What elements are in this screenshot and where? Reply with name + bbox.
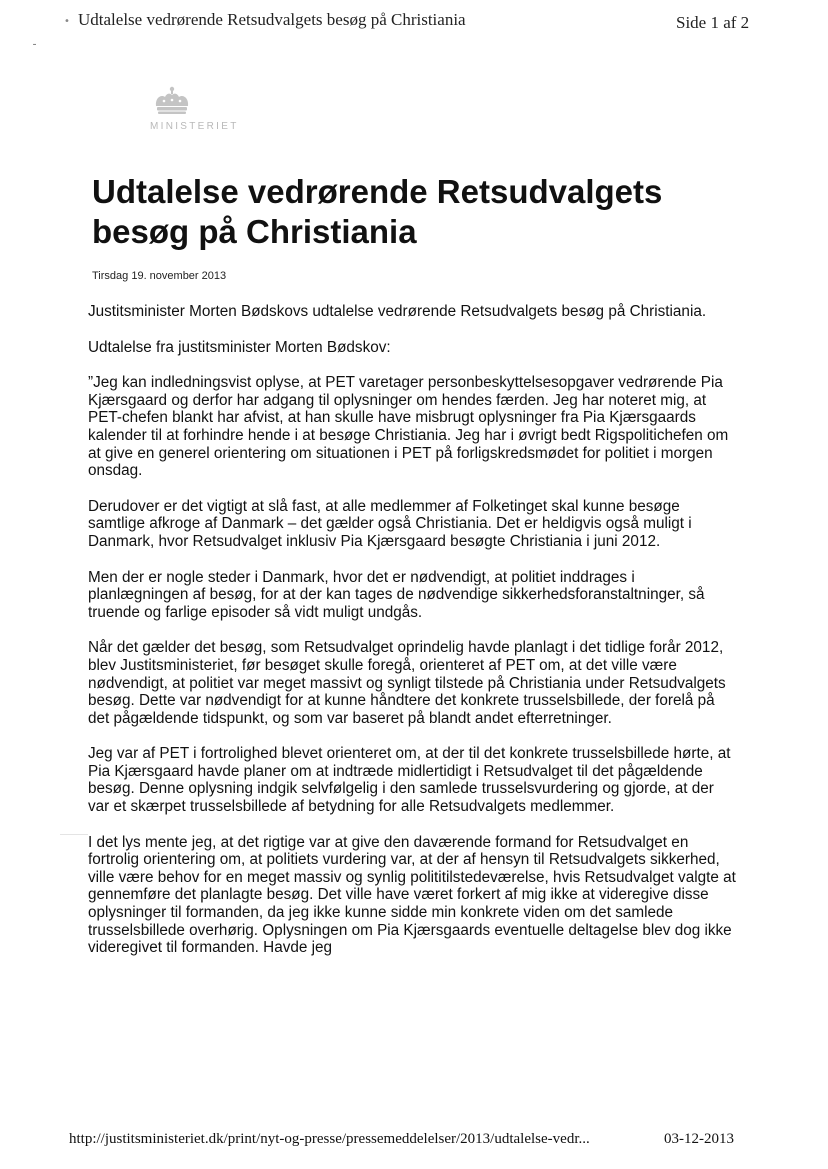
- paragraph: ”Jeg kan indledningsvist oplyse, at PET varetager personbeskyttelsesopgaver vedrørende Pia Kjærsgaard og derfor har adgang til oplysninger om hendes færden. Jeg har noteret mig, at PET-chefen blankt har afvist, at han skulle have misbrugt oplysninger fra Pia Kjærsgaards kalender til at forhindre hende i at besøge Christiania. Jeg har i øvrigt bedt Rigspolitichefen om at give en generel orientering om situationen i PET på forligskredsmødet for politiet i morgen onsdag.: [88, 374, 729, 480]
- paragraph: Når det gælder det besøg, som Retsudvalget oprindelig havde planlagt i det tidlige forår 2012, blev Justitsministeriet, før besøget skulle foregå, orienteret af PET om, at det ville være nødvendigt, at politiet var meget massivt og synligt tilstede på Christiania under Retsudvalgets besøg. Dette var nødvendigt for at kunne håndtere det konkrete trusselsbillede, der forelå på det pågældende tidspunkt, og som var baseret på blandt andet efterretninger.: [88, 639, 726, 727]
- page-indicator: Side 1 af 2: [676, 13, 750, 32]
- article-title: Udtalelse vedrørende Retsudvalgets besøg på Christiania: [92, 173, 663, 250]
- ministry-logo: [150, 86, 250, 132]
- print-header-title: Udtalelse vedrørende Retsudvalgets besøg på Christiania: [78, 10, 466, 29]
- paragraph: Derudover er det vigtigt at slå fast, at alle medlemmer af Folketinget skal kunne besøge samtlige afkroge af Danmark – det gælder også Christiania. Det er heldigvis også muligt i Danmark, hvor Retsudvalget inklusiv Pia Kjærsgaard besøgte Christiania i juni 2012.: [88, 497, 692, 550]
- crown-icon: [153, 86, 191, 116]
- paragraph: Men der er nogle steder i Danmark, hvor det er nødvendigt, at politiet inddrages i planlægningen af besøg, for at der kan tages de nødvendige sikkerhedsforanstaltninger, så truende og farlige episoder så vidt muligt undgås.: [88, 568, 705, 621]
- logo-text: MINISTERIET: [150, 121, 239, 132]
- scan-speck-mark: •: [64, 16, 70, 27]
- paragraph: Udtalelse fra justitsminister Morten Bødskov:: [88, 338, 391, 356]
- paragraph: I det lys mente jeg, at det rigtige var at give den daværende formand for Retsudvalget en fortrolig orientering om, at politiets vurdering var, at der af hensyn til Retsudvalgets sikkerhed, ville være behov for en meget massiv og synlig polititilstedeværelse, hvis Retsudvalget valgte at gennemføre det planlagte besøg. Det ville have været forkert af mig ikke at videregive disse oplysninger til formanden, da jeg ikke kunne sidde min konkrete viden om det samlede trusselsbillede overhørig. Oplysningen om Pia Kjærsgaards eventuelle deltagelse blev dog ikke videregivet til formanden. Havde jeg: [88, 833, 736, 957]
- paragraph: Jeg var af PET i fortrolighed blevet orienteret om, at der til det konkrete trusselsbillede hørte, at Pia Kjærsgaard havde planer om at indtræde midlertidigt i Retsudvalget til det pågældende besøg. Denne oplysning indgik selvfølgelig i den samlede trusselsvurdering og gjorde, at der var et skærpet trusselsbillede af betydning for alle Retsudvalgets medlemmer.: [88, 745, 731, 816]
- scan-artifact-line: [60, 834, 88, 835]
- footer-date: 03-12-2013: [664, 1131, 734, 1147]
- scan-speck-mark: ⁃: [32, 40, 37, 51]
- footer-url: http://justitsministeriet.dk/print/nyt-og-presse/pressemeddelelser/2013/udtalelse-vedr...: [69, 1131, 590, 1147]
- paragraph: Justitsminister Morten Bødskovs udtalelse vedrørende Retsudvalgets besøg på Christiania.: [88, 303, 707, 320]
- article-body: [88, 303, 738, 975]
- article-date: Tirsdag 19. november 2013: [92, 270, 227, 282]
